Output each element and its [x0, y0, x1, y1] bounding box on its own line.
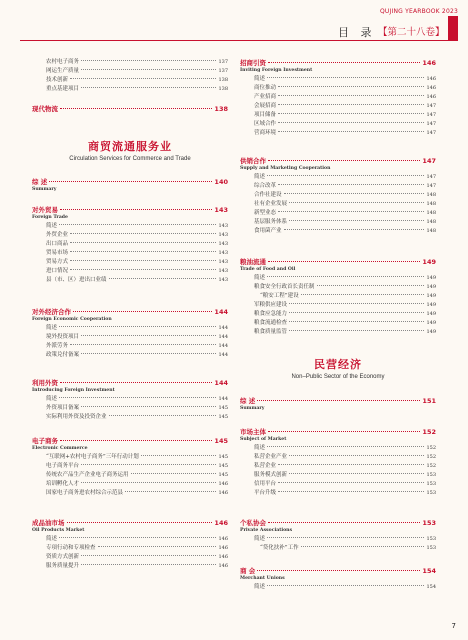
toc-item-label: 电子商务平台 — [46, 463, 80, 469]
toc-item[interactable] — [240, 218, 436, 227]
toc-item-page: 149 — [426, 293, 436, 299]
section-heading[interactable] — [240, 518, 436, 527]
toc-item-label: 网运生产质量 — [46, 68, 80, 74]
toc-item-label: 国家电子商务进农村综合示范县 — [46, 490, 124, 496]
toc-top-items — [32, 58, 228, 94]
toc-item[interactable] — [32, 351, 228, 360]
toc-item[interactable] — [32, 413, 228, 422]
toc-item-label: 服务质量提升 — [46, 563, 80, 569]
section-grain-oil — [240, 257, 436, 337]
section-title: 综 述 — [32, 178, 48, 186]
toc-item-page: 147 — [426, 112, 436, 118]
toc-item[interactable] — [240, 93, 436, 102]
section-heading[interactable] — [240, 396, 436, 405]
section-page: 144 — [214, 308, 228, 316]
toc-item-page: 146 — [218, 481, 228, 487]
toc-item[interactable] — [32, 85, 228, 94]
toc-item[interactable] — [32, 76, 228, 85]
toc-item-label: 简述 — [254, 76, 266, 82]
section-title: 个私协会 — [240, 519, 266, 527]
toc-item[interactable] — [240, 274, 436, 283]
toc-item[interactable] — [32, 222, 228, 231]
toc-item-label: 基层服务体系 — [254, 219, 288, 225]
toc-item[interactable] — [32, 544, 228, 553]
toc-item[interactable] — [240, 209, 436, 218]
toc-item[interactable] — [32, 553, 228, 562]
header-color-tab — [448, 16, 458, 40]
toc-item-label: 服务模式创新 — [254, 472, 288, 478]
toc-item-page: 153 — [426, 472, 436, 478]
toc-item-page: 143 — [218, 268, 228, 274]
toc-item[interactable] — [32, 258, 228, 267]
section-page: 154 — [422, 567, 436, 575]
toc-item-page: 143 — [218, 250, 228, 256]
section-english: Subject of Market — [240, 437, 287, 442]
toc-item-page: 149 — [426, 284, 436, 290]
toc-item[interactable] — [240, 444, 436, 453]
toc-item-label: 实际利用外资及投资企业 — [46, 414, 107, 420]
section-oil-market — [32, 518, 228, 571]
section-summary-private — [240, 396, 436, 413]
toc-item-page: 146 — [426, 76, 436, 82]
toc-item-page: 144 — [218, 325, 228, 331]
section-page: 146 — [214, 519, 228, 527]
section-english: Electronic Commerce — [32, 446, 88, 451]
toc-item-label: 营商环境 — [254, 130, 277, 136]
toc-item-label: 简述 — [254, 536, 266, 542]
toc-item-label: 区域合作 — [254, 121, 277, 127]
toc-item-page: 148 — [426, 210, 436, 216]
section-heading[interactable] — [240, 58, 436, 67]
toc-item-label: 贸易方式 — [46, 259, 69, 265]
toc-item-page: 153 — [426, 490, 436, 496]
major-section-title: 商贸流通服务业 — [88, 140, 172, 153]
toc-item-page: 149 — [426, 320, 436, 326]
toc-item-page: 152 — [426, 445, 436, 451]
toc-item-label: 商位推动 — [254, 85, 277, 91]
toc-item-label: “贷化扶补”工作 — [260, 545, 299, 551]
toc-item[interactable] — [240, 102, 436, 111]
toc-item[interactable] — [32, 489, 228, 498]
toc-item-page: 147 — [426, 174, 436, 180]
toc-item-page: 152 — [426, 454, 436, 460]
section-english: Inviting Foreign Investment — [240, 68, 313, 73]
toc-item-label: 合作社建设 — [254, 192, 282, 198]
toc-item-page: 145 — [218, 463, 228, 469]
section-title: 市场主体 — [240, 428, 266, 436]
section-page: 151 — [422, 397, 436, 405]
toc-item[interactable] — [240, 129, 436, 138]
toc-item-label: 平台升级 — [254, 490, 277, 496]
section-title: 招商引资 — [240, 59, 266, 67]
toc-item-label: “粮安工程”建设 — [260, 293, 299, 299]
section-heading[interactable] — [32, 436, 228, 445]
section-title: 对外贸易 — [32, 206, 58, 214]
toc-item-label: 简述 — [46, 325, 58, 331]
toc-item-label: 军粮供应建设 — [254, 302, 288, 308]
section-page: 145 — [214, 437, 228, 445]
section-english: Trade of Food and Oil — [240, 267, 296, 272]
toc-item[interactable] — [240, 453, 436, 462]
toc-item-page: 145 — [218, 472, 228, 478]
toc-item[interactable] — [240, 535, 436, 544]
section-heading[interactable] — [240, 257, 436, 266]
section-title: 利用外资 — [32, 379, 58, 387]
toc-item-page: 143 — [218, 232, 228, 238]
toc-item-label: 简述 — [254, 445, 266, 451]
section-heading[interactable] — [32, 307, 228, 316]
section-modern-logistics — [32, 104, 228, 113]
section-english: Introducing Foreign Investment — [32, 388, 115, 393]
toc-item-label: 农村电子商务 — [46, 59, 80, 65]
toc-item[interactable] — [32, 480, 228, 489]
toc-item[interactable] — [32, 535, 228, 544]
toc-item[interactable] — [32, 562, 228, 571]
page-header — [0, 0, 468, 52]
toc-item-page: 147 — [426, 130, 436, 136]
section-page: 153 — [422, 519, 436, 527]
section-title: 电子商务 — [32, 437, 58, 445]
toc-item-page: 145 — [218, 414, 228, 420]
toc-item[interactable] — [32, 462, 228, 471]
toc-item-page: 146 — [218, 490, 228, 496]
toc-item[interactable] — [240, 283, 436, 292]
toc-item[interactable] — [240, 173, 436, 182]
toc-item-label: 私营企业产业 — [254, 454, 288, 460]
toc-item-page: 149 — [426, 329, 436, 335]
toc-item-page: 143 — [218, 241, 228, 247]
section-page: 149 — [422, 258, 436, 266]
toc-item-page: 147 — [426, 183, 436, 189]
section-foreign-trade — [32, 205, 228, 285]
toc-item[interactable] — [240, 84, 436, 93]
toc-item-label: 进口情况 — [46, 268, 69, 274]
toc-item[interactable] — [240, 75, 436, 84]
toc-item-label: 综合改革 — [254, 183, 277, 189]
toc-item-page: 144 — [218, 334, 228, 340]
toc-item-page: 154 — [426, 584, 436, 590]
toc-item-page: 144 — [218, 343, 228, 349]
toc-item[interactable] — [32, 58, 228, 67]
toc-item[interactable] — [32, 249, 228, 258]
header-rule — [20, 40, 458, 41]
section-english: Summary — [32, 187, 57, 192]
toc-item-page: 146 — [218, 545, 228, 551]
toc-item-label: 粮食安全行政首长责任制 — [254, 284, 315, 290]
section-title: 成品油市场 — [32, 519, 65, 527]
section-foreign-investment — [32, 378, 228, 422]
section-title: 供销合作 — [240, 157, 266, 165]
section-page: 146 — [422, 59, 436, 67]
toc-item[interactable] — [240, 227, 436, 236]
toc-item-label: 简述 — [254, 174, 266, 180]
toc-item[interactable] — [32, 267, 228, 276]
section-heading[interactable] — [32, 378, 228, 387]
toc-item-page: 145 — [218, 454, 228, 460]
toc-item-page: 148 — [426, 219, 436, 225]
toc-item-label: 县（市、区）进出口业绩 — [46, 277, 107, 283]
section-page: 143 — [214, 206, 228, 214]
section-english: Foreign Trade — [32, 215, 68, 220]
toc-item[interactable] — [240, 328, 436, 337]
toc-item-page: 153 — [426, 545, 436, 551]
toc-item-label: 重点基建项目 — [46, 86, 80, 92]
toc-item-label: 出口商品 — [46, 241, 69, 247]
section-heading[interactable] — [32, 205, 228, 214]
section-title: 综 述 — [240, 397, 256, 405]
section-summary — [32, 177, 228, 194]
toc-item-page: 147 — [426, 103, 436, 109]
section-title: 现代物流 — [32, 105, 58, 113]
toc-item-label: 会展招商 — [254, 103, 277, 109]
toc-item-label: 技术创新 — [46, 77, 69, 83]
toc-item-label: 外贸企业 — [46, 232, 69, 238]
toc-item-label: 政策兑付备案 — [46, 352, 80, 358]
toc-item-page: 137 — [218, 59, 228, 65]
toc-item-page: 153 — [426, 536, 436, 542]
toc-item[interactable] — [240, 489, 436, 498]
toc-item-page: 143 — [218, 259, 228, 265]
toc-item-label: 外资项目备案 — [46, 405, 80, 411]
section-chambers — [240, 566, 436, 592]
toc-item-label: “互联网+农村电子商务”三年行动计划 — [46, 454, 139, 460]
toc-item[interactable] — [240, 111, 436, 120]
toc-item[interactable] — [240, 301, 436, 310]
section-heading[interactable] — [240, 566, 436, 575]
toc-item-label: 粮食质量监管 — [254, 329, 288, 335]
toc-item[interactable] — [240, 200, 436, 209]
toc-item[interactable] — [240, 544, 436, 553]
section-private-associations — [240, 518, 436, 553]
toc-item-page: 147 — [426, 121, 436, 127]
toc-item-label: 贸易市场 — [46, 250, 69, 256]
toc-item-label: 简述 — [46, 396, 58, 402]
section-english: Private Associations — [240, 528, 293, 533]
section-heading[interactable] — [240, 156, 436, 165]
major-section-subtitle: Non–Public Sector of the Economy — [291, 374, 385, 380]
toc-item-label: 项目储备 — [254, 112, 277, 118]
section-page: 138 — [214, 105, 228, 113]
toc-item-page: 148 — [426, 228, 436, 234]
section-investment-promotion — [240, 58, 436, 138]
toc-item[interactable] — [32, 324, 228, 333]
toc-item-page: 143 — [218, 277, 228, 283]
toc-item-label: 粮食应急能力 — [254, 311, 288, 317]
toc-item[interactable] — [32, 67, 228, 76]
toc-item-page: 137 — [218, 68, 228, 74]
toc-item-page: 146 — [218, 554, 228, 560]
toc-item-page: 144 — [218, 396, 228, 402]
toc-item-label: 简述 — [46, 536, 58, 542]
toc-item-page: 143 — [218, 223, 228, 229]
toc-item-page: 149 — [426, 311, 436, 317]
toc-item-page: 138 — [218, 86, 228, 92]
toc-item-label: 新型业态 — [254, 210, 277, 216]
toc-item[interactable] — [240, 120, 436, 129]
toc-item-page: 146 — [426, 85, 436, 91]
toc-item-label: 简述 — [46, 223, 58, 229]
toc-item-page: 148 — [426, 201, 436, 207]
toc-item[interactable] — [240, 319, 436, 328]
toc-item[interactable] — [240, 182, 436, 191]
toc-item-label: 粮食流通检查 — [254, 320, 288, 326]
toc-item-label: 传统农产品生产企业电子商务运用 — [46, 472, 129, 478]
toc-item-label: 食用菌产业 — [254, 228, 282, 234]
section-english: Oil Products Market — [32, 528, 85, 533]
toc-item[interactable] — [240, 310, 436, 319]
toc-item-label: 简述 — [254, 275, 266, 281]
section-english: Merchant Unions — [240, 576, 285, 581]
volume-label: 【第二十八卷】 — [378, 27, 445, 38]
toc-item[interactable] — [240, 583, 436, 592]
section-english: Summary — [240, 406, 265, 411]
toc-item[interactable] — [240, 191, 436, 200]
toc-item-label: 专项行动和专项检查 — [46, 545, 96, 551]
section-page: 147 — [422, 157, 436, 165]
section-title: 商 会 — [240, 567, 256, 575]
toc-item-page: 149 — [426, 275, 436, 281]
toc-item-label: 外派劳务 — [46, 343, 69, 349]
toc-item[interactable] — [240, 462, 436, 471]
toc-item-page: 146 — [426, 94, 436, 100]
toc-title: 目 录 — [338, 26, 376, 39]
toc-item-page: 148 — [426, 192, 436, 198]
toc-item[interactable] — [240, 471, 436, 480]
toc-item-label: 简述 — [254, 584, 266, 590]
toc-item-page: 145 — [218, 405, 228, 411]
toc-item-page: 149 — [426, 302, 436, 308]
section-foreign-economic-cooperation — [32, 307, 228, 360]
section-title: 对外经济合作 — [32, 308, 71, 316]
toc-item-label: 境外投资项目 — [46, 334, 80, 340]
section-supply-marketing — [240, 156, 436, 236]
section-heading[interactable] — [32, 518, 228, 527]
toc-item-page: 153 — [426, 481, 436, 487]
toc-item-label: 信用平台 — [254, 481, 277, 487]
page-number: 7 — [451, 622, 456, 630]
yearbook-label: QUJING YEARBOOK 2023 — [380, 8, 458, 15]
toc-item-label: 私营企业 — [254, 463, 277, 469]
toc-item-page: 146 — [218, 536, 228, 542]
toc-item[interactable] — [32, 231, 228, 240]
toc-item-label: 资质方式创新 — [46, 554, 80, 560]
section-title: 粮油流通 — [240, 258, 266, 266]
section-page: 144 — [214, 379, 228, 387]
toc-item-page: 138 — [218, 77, 228, 83]
section-market-subject — [240, 427, 436, 498]
section-heading[interactable] — [32, 104, 228, 113]
section-page: 140 — [214, 178, 228, 186]
toc-item-page: 144 — [218, 352, 228, 358]
section-heading[interactable] — [240, 427, 436, 436]
toc-item[interactable] — [240, 292, 436, 301]
toc-item-page: 146 — [218, 563, 228, 569]
toc-item-label: 培训孵化人才 — [46, 481, 80, 487]
section-heading[interactable] — [32, 177, 228, 186]
toc-item[interactable] — [240, 480, 436, 489]
section-english: Foreign Economic Cooperation — [32, 317, 112, 322]
toc-item[interactable] — [32, 404, 228, 413]
toc-item[interactable] — [32, 471, 228, 480]
section-page: 152 — [422, 428, 436, 436]
toc-item[interactable] — [32, 342, 228, 351]
toc-item[interactable] — [32, 240, 228, 249]
toc-item-label: 社有企业发展 — [254, 201, 288, 207]
toc-item[interactable] — [32, 395, 228, 404]
toc-item-label: 产业招商 — [254, 94, 277, 100]
toc-item[interactable] — [32, 276, 228, 285]
section-english: Supply and Marketing Cooperation — [240, 166, 331, 171]
section-ecommerce — [32, 436, 228, 498]
major-section-subtitle: Circulation Services for Commerce and Trade — [69, 156, 191, 162]
volume-text: 第二十八卷 — [387, 27, 436, 38]
major-section-title: 民营经济 — [314, 358, 362, 371]
toc-item[interactable] — [32, 453, 228, 462]
toc-item[interactable] — [32, 333, 228, 342]
toc-item-page: 152 — [426, 463, 436, 469]
